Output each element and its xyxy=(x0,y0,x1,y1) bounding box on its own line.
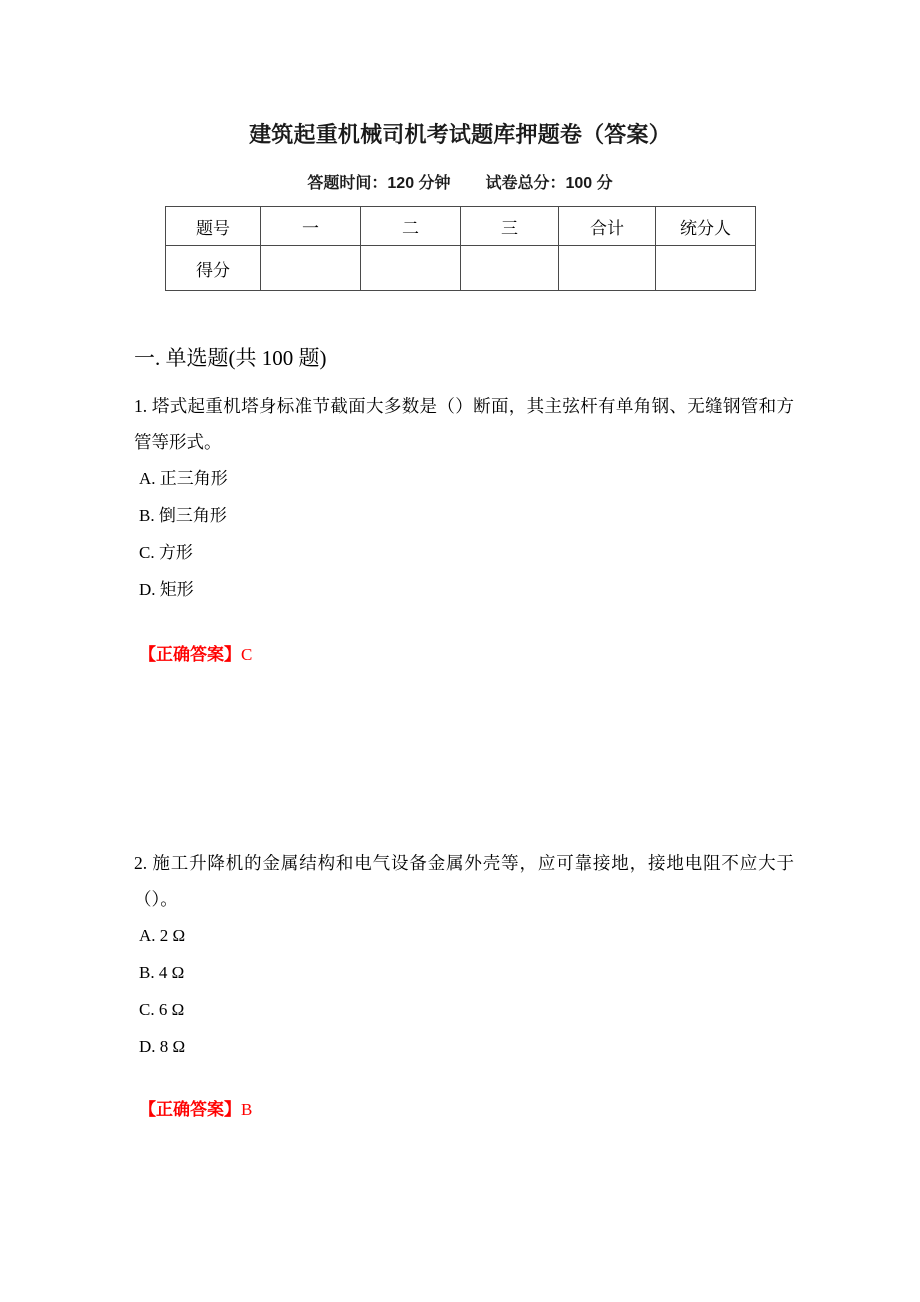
answer-value: B xyxy=(241,1100,253,1119)
table-row xyxy=(166,246,756,291)
table-cell-score-label: 得分 xyxy=(166,246,261,291)
option-b[interactable]: B. 4 Ω xyxy=(139,963,185,982)
table-cell-score-total[interactable] xyxy=(559,246,656,291)
total-score-label: 试卷总分：100 分 xyxy=(485,175,613,192)
answer-time-label: 答题时间：120 分钟 xyxy=(307,175,451,192)
table-row xyxy=(166,207,756,246)
table-cell-part-2: 二 xyxy=(361,207,461,246)
answer-line-1 xyxy=(134,640,794,670)
table-cell-part-3: 三 xyxy=(461,207,559,246)
table-cell-total: 合计 xyxy=(559,207,656,246)
table-cell-header-label: 题号 xyxy=(166,207,261,246)
answer-line-2 xyxy=(134,1095,794,1125)
option-c[interactable]: C. 6 Ω xyxy=(139,1000,185,1019)
page-title: 建筑起重机械司机考试题库押题卷（答案） xyxy=(249,122,671,147)
exam-meta-line xyxy=(0,170,920,193)
section-heading-single-choice: 一. 单选题(共 100 题) xyxy=(134,346,327,370)
option-a[interactable]: A. 2 Ω xyxy=(139,926,186,945)
table-cell-part-1: 一 xyxy=(261,207,361,246)
table-cell-score-1[interactable] xyxy=(261,246,361,291)
table-cell-score-scorer[interactable] xyxy=(656,246,756,291)
option-d[interactable]: D. 矩形 xyxy=(139,580,194,599)
table-cell-scorer: 统分人 xyxy=(656,207,756,246)
option-b[interactable]: B. 倒三角形 xyxy=(139,506,227,525)
option-d[interactable]: D. 8 Ω xyxy=(139,1037,186,1056)
option-a[interactable]: A. 正三角形 xyxy=(139,469,228,488)
question-text: 2. 施工升降机的金属结构和电气设备金属外壳等，应可靠接地，接地电阻不应大于（）。 xyxy=(134,853,794,909)
question-block-1 xyxy=(134,388,794,608)
question-block-2 xyxy=(134,845,794,1065)
answer-label: 【正确答案】 xyxy=(139,645,241,664)
answer-value: C xyxy=(241,645,253,664)
table-cell-score-3[interactable] xyxy=(461,246,559,291)
answer-label: 【正确答案】 xyxy=(139,1100,241,1119)
score-table xyxy=(165,206,756,291)
option-c[interactable]: C. 方形 xyxy=(139,543,193,562)
table-cell-score-2[interactable] xyxy=(361,246,461,291)
question-text: 1. 塔式起重机塔身标准节截面大多数是（）断面，其主弦杆有单角钢、无缝钢管和方管等形式。 xyxy=(134,396,794,452)
